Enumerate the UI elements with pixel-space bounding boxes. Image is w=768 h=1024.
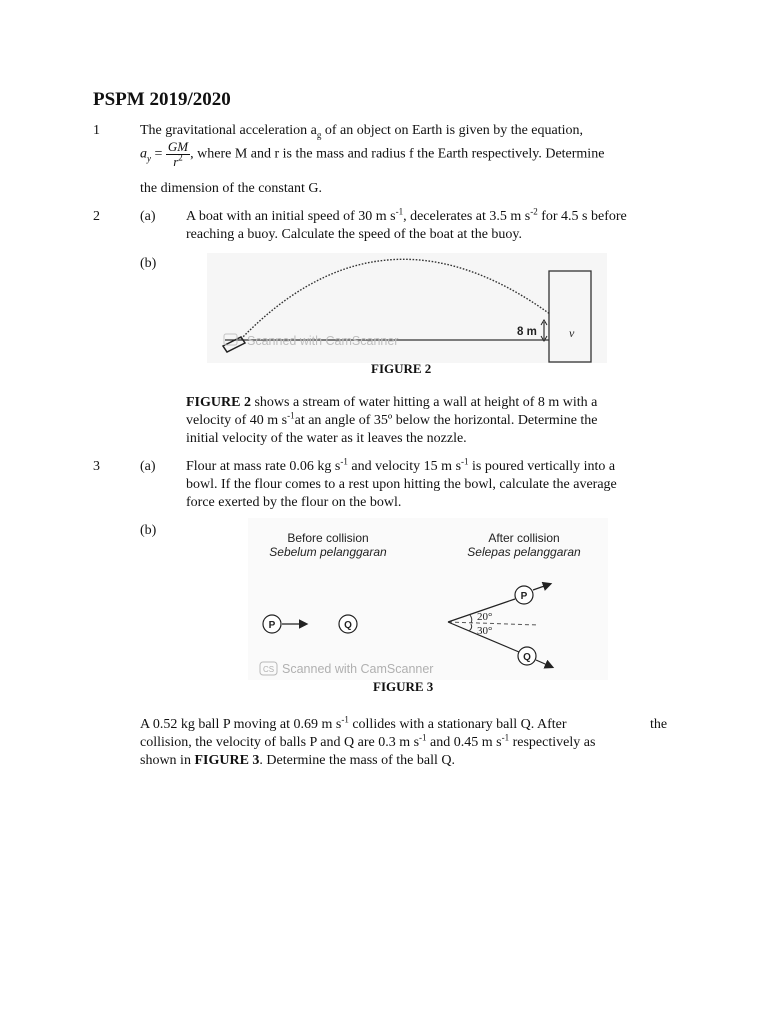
q2a-line1: [186, 208, 627, 227]
q3-number: 3: [93, 459, 100, 474]
q3a-line1-sup2: -1: [461, 456, 469, 467]
q1-equation: [140, 140, 604, 169]
ball-q-after-label: Q: [523, 652, 531, 663]
q3a-line1-sup1: -1: [340, 456, 348, 467]
ball-q-before-label: Q: [344, 620, 352, 631]
q2a-line1-p2: , decelerates at 3.5 m s: [403, 209, 531, 224]
q3b-line1-sup: -1: [341, 714, 349, 725]
q2a-line1-sup2: -2: [530, 206, 538, 217]
q3b-line2-p3: respectively as: [509, 735, 596, 750]
after-collision-subtitle: Selepas pelanggaran: [467, 545, 581, 559]
q1-line1-sub: g: [316, 129, 322, 140]
q2b-line2-sup: -1: [287, 410, 295, 421]
figure-3-diagram: [248, 518, 608, 680]
q2a-line1-sup1: -1: [395, 206, 404, 217]
figure-2-watermark: Scanned with CamScanner: [247, 334, 399, 348]
q3a-line1-p1: Flour at mass rate 0.06 kg s: [186, 459, 341, 474]
q1-eq-fraction: [166, 140, 190, 169]
q2b-line2: [186, 412, 598, 431]
q3b-line2: [140, 734, 595, 753]
q3a-line3: force exerted by the flour on the bowl.: [186, 495, 402, 510]
q1-eq-denominator: [166, 152, 190, 169]
q2b-label: (b): [140, 256, 157, 271]
ball-p-after-label: P: [520, 591, 528, 602]
q2b-line2-p2: at an angle of 35º below the horizontal. Determine the: [294, 413, 598, 428]
q1-number: 1: [93, 123, 100, 138]
q2b-line2-p1: velocity of 40 m s: [186, 413, 288, 428]
q3b-line2-p1: collision, the velocity of balls P and Q are 0.3 m s: [140, 735, 420, 750]
q3b-line2-sup1: -1: [419, 732, 427, 743]
q2b-line3: initial velocity of the water as it leaves the nozzle.: [186, 431, 467, 446]
camscanner-logo-text: CS: [262, 665, 275, 674]
q3a-line2: bowl. If the flour comes to a rest upon hitting the bowl, calculate the average: [186, 477, 617, 492]
figure-3-watermark: Scanned with CamScanner: [282, 662, 434, 676]
q3b-line1-p2: collides with a stationary ball Q. After: [348, 717, 567, 732]
q3a-line1-p3: is poured vertically into a: [468, 459, 616, 474]
q2b-line1-rest: shows a stream of water hitting a wall at height of 8 m with a: [250, 395, 598, 410]
q1-eq-lhs: a: [140, 146, 147, 162]
q1-eq-den-sup: 2: [178, 152, 183, 163]
q2b-line1-bold: FIGURE 2: [186, 395, 251, 410]
q2a-line1-p3: for 4.5 s before: [537, 209, 627, 224]
q3b-line2-sup2: -1: [501, 732, 510, 743]
q3b-label: (b): [140, 523, 157, 538]
figure-3-caption: FIGURE 3: [373, 679, 434, 694]
angle-q-label: 30°: [477, 625, 493, 637]
figure-2-caption: FIGURE 2: [371, 361, 432, 376]
q2-number: 2: [93, 209, 100, 224]
page-title: PSPM 2019/2020: [93, 89, 231, 110]
before-collision-subtitle: Sebelum pelanggaran: [269, 545, 387, 559]
q1-line3: the dimension of the constant G.: [140, 181, 322, 196]
q1-eq-den-base: r: [173, 154, 179, 169]
height-label: 8 m: [517, 326, 537, 338]
q1-eq-lhs-sub: y: [147, 153, 151, 164]
ball-p-before-label: P: [268, 620, 276, 631]
q2b-line1: [186, 394, 597, 413]
q3a-label: (a): [140, 459, 156, 474]
q3b-line2-p2: and 0.45 m s: [426, 735, 502, 750]
q3b-line1-p1: A 0.52 kg ball P moving at 0.69 m s: [140, 717, 342, 732]
figure-2-diagram: [207, 253, 607, 363]
after-collision-title: After collision: [488, 531, 560, 545]
q1-eq-rest: , where M and r is the mass and radius f the Earth respectively. Determine: [190, 146, 605, 162]
q3b-line3-p1: shown in: [140, 753, 195, 768]
q2a-label: (a): [140, 209, 156, 224]
before-collision-title: Before collision: [287, 531, 369, 545]
q3a-line1-p2: and velocity 15 m s: [347, 459, 462, 474]
q3a-line1: [186, 458, 615, 477]
q3b-line1-the: the: [650, 717, 668, 732]
q1-eq-equals: =: [154, 146, 163, 162]
q1-eq-numerator: GM: [167, 139, 189, 154]
q2a-line1-p1: A boat with an initial speed of 30 m s: [186, 209, 396, 224]
angle-p-label: 20°: [477, 611, 493, 623]
q3b-line3-p2: . Determine the mass of the ball Q.: [259, 753, 455, 768]
q1-line1-post: of an object on Earth is given by the equation,: [321, 123, 584, 138]
q2a-line2: reaching a buoy. Calculate the speed of the boat at the buoy.: [186, 227, 523, 242]
q3b-line3-bold: FIGURE 3: [194, 753, 260, 768]
wall: [549, 271, 591, 362]
q1-line1-pre: The gravitational acceleration a: [140, 123, 317, 138]
q1-line1: [140, 122, 583, 141]
q3b-line3: [140, 752, 455, 771]
velocity-label: v: [569, 326, 575, 340]
